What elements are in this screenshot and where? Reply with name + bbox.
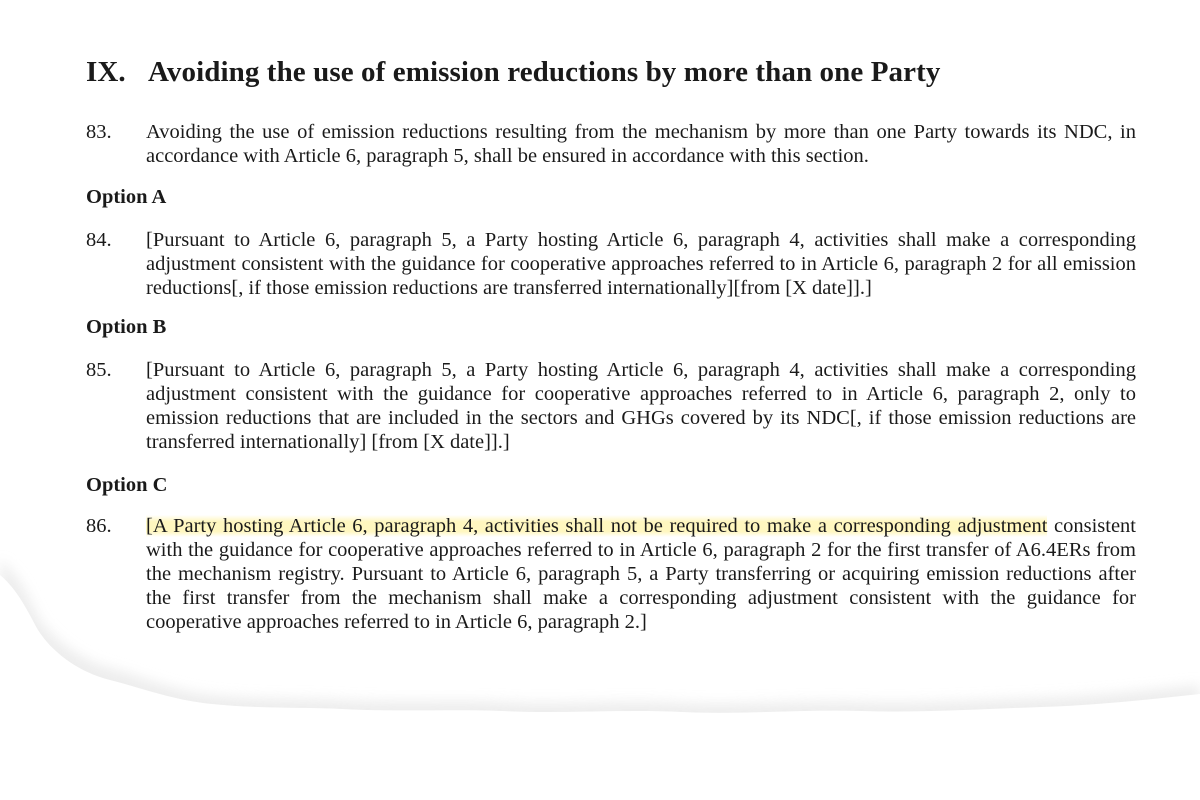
paragraph-number: 84.: [86, 229, 112, 251]
paragraph-86: [86, 514, 1136, 634]
section-title: Avoiding the use of emission reductions by more than one Party: [148, 56, 941, 88]
paragraph-84: [86, 228, 1136, 300]
section-heading: [86, 56, 940, 89]
paragraph-text: [Pursuant to Article 6, paragraph 5, a Party hosting Article 6, paragraph 4, activities shall make a corresponding adjustment consistent with the guidance for cooperative approaches referred to in Article 6, paragraph 2, only to emission reductions that are included in the sectors and GHGs covered by its NDC[, if those emission reductions are transferred internationally] [from [X date]].]: [146, 359, 1136, 453]
section-number: IX.: [86, 56, 126, 88]
option-b-label: Option B: [86, 316, 167, 338]
highlighted-text: [A Party hosting Article 6, paragraph 4, activities shall not be required to make a corresponding adjustment: [146, 515, 1048, 537]
paragraph-text-rest: consistent with the guidance for cooperative approaches referred to in Article 6, paragraph 2 for the first transfer of A6.4ERs from the mechanism registry. Pursuant to Article 6, paragraph 5, a Party transferring or acquiring emission reductions after the first transfer from the mechanism shall make a corresponding adjustment consistent with the guidance for cooperative approaches referred to in Article 6, paragraph 2.]: [146, 515, 1136, 633]
option-a-label: Option A: [86, 186, 167, 208]
paragraph-text: [146, 514, 1136, 634]
paragraph-number: 83.: [86, 121, 112, 143]
paragraph-number: 85.: [86, 359, 112, 381]
paragraph-text: Avoiding the use of emission reductions resulting from the mechanism by more than one Party towards its NDC, in accordance with Article 6, paragraph 5, shall be ensured in accordance with this section.: [146, 121, 1136, 167]
paragraph-85: [86, 358, 1136, 454]
paragraph-text: [Pursuant to Article 6, paragraph 5, a Party hosting Article 6, paragraph 4, activities shall make a corresponding adjustment consistent with the guidance for cooperative approaches referred to in Article 6, paragraph 2 for all emission reductions[, if those emission reductions are transferred internationally][from [X date]].]: [146, 229, 1136, 299]
option-c-label: Option C: [86, 474, 168, 496]
paragraph-number: 86.: [86, 515, 112, 537]
paragraph-83: [86, 120, 1136, 168]
